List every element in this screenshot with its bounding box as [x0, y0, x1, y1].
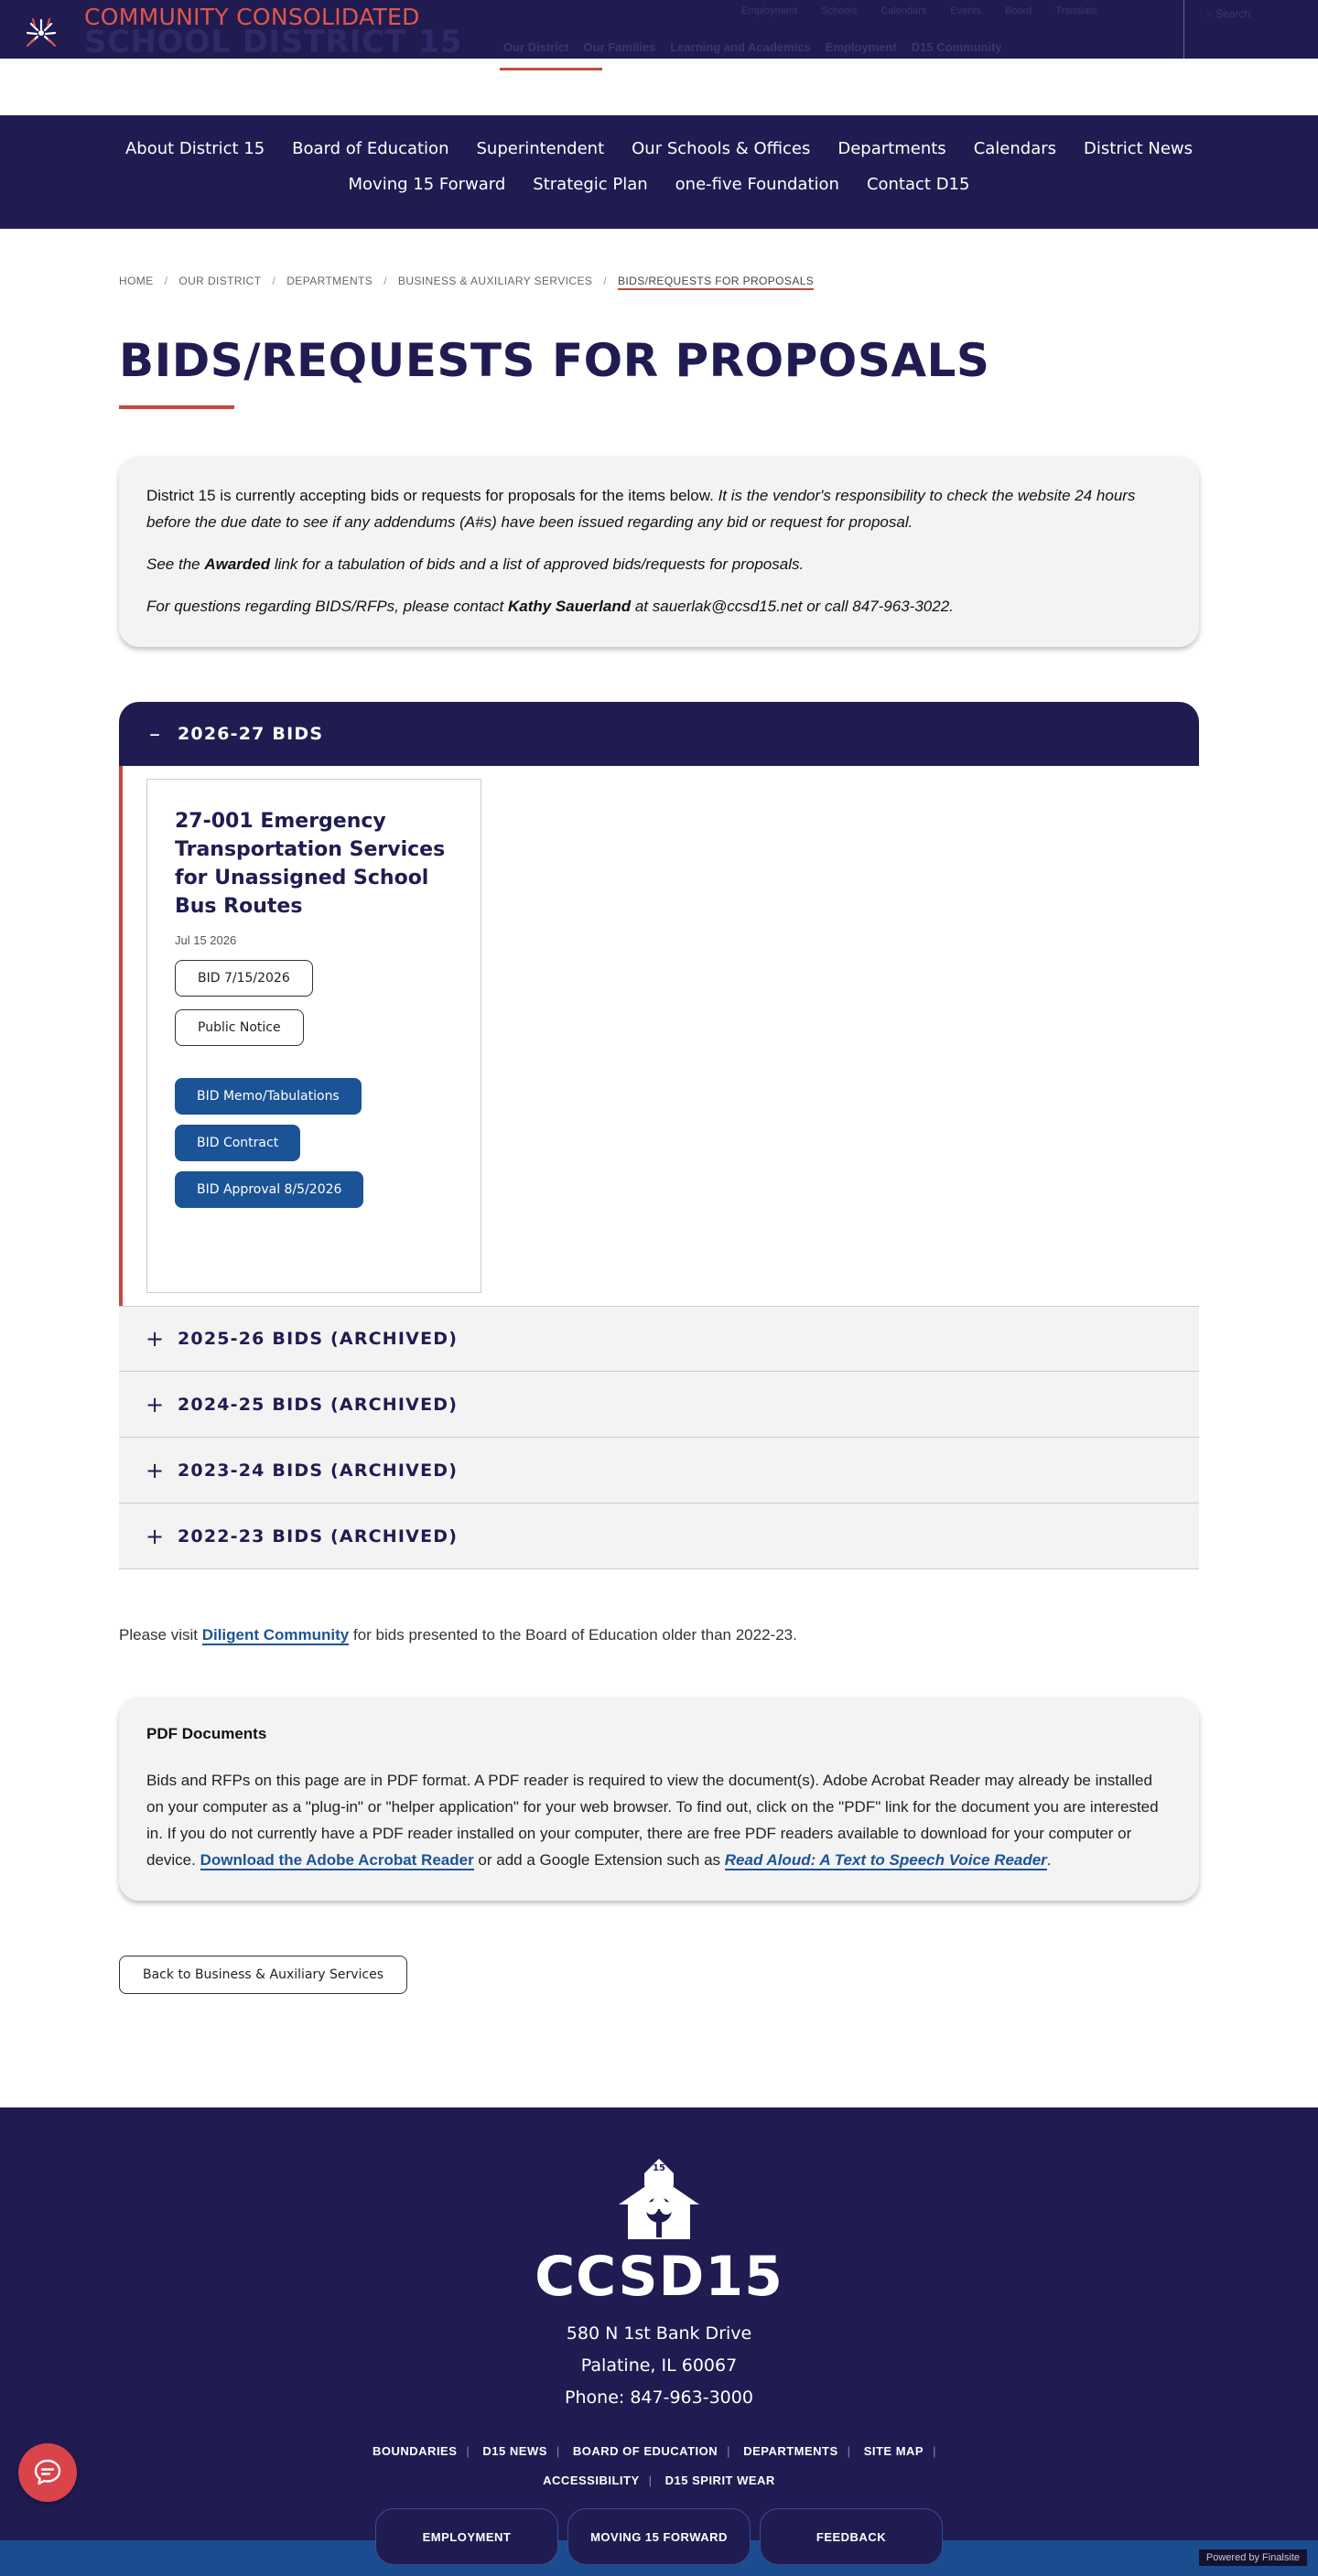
feedback-button[interactable]: FEEDBACK: [760, 2508, 943, 2565]
expand-icon: +: [145, 1457, 165, 1483]
main-nav-item[interactable]: Learning and Academics: [670, 40, 811, 54]
search-icon: ⌕: [1206, 7, 1216, 20]
footer-link[interactable]: DEPARTMENTS: [743, 2444, 838, 2458]
main-nav-item[interactable]: Our District: [503, 40, 569, 54]
title-underline: [119, 405, 234, 409]
pdf-text: or add a Google Extension such as: [473, 1851, 725, 1869]
footer-separator: |: [933, 2444, 936, 2458]
footer-link[interactable]: SITE MAP: [863, 2444, 924, 2458]
section-nav-item[interactable]: Superintendent: [476, 139, 605, 158]
breadcrumb-separator: /: [384, 275, 387, 287]
section-nav-item[interactable]: Departments: [837, 139, 946, 158]
breadcrumb-separator: /: [164, 275, 168, 287]
section-nav-item[interactable]: Our Schools & Offices: [632, 139, 811, 158]
section-nav-item[interactable]: Contact D15: [866, 175, 970, 194]
section-nav-item[interactable]: Strategic Plan: [533, 175, 648, 194]
main-nav-item[interactable]: D15 Community: [911, 40, 1002, 54]
footer-links-row: [0, 2437, 1318, 2466]
section-nav-item[interactable]: District News: [1084, 139, 1194, 158]
main-nav-item[interactable]: Employment: [825, 40, 897, 54]
intro-text: District 15 is currently accepting bids or requests for proposals for the items below.: [146, 487, 718, 504]
pdf-heading: PDF Documents: [146, 1725, 267, 1742]
chat-button[interactable]: [18, 2443, 77, 2502]
phone: Phone: 847-963-3000: [565, 2387, 753, 2408]
footer-pill-nav: [375, 2508, 943, 2565]
search-button[interactable]: [1206, 7, 1250, 21]
section-nav-item[interactable]: Board of Education: [292, 139, 449, 158]
section-nav-row: [110, 175, 1208, 194]
adobe-reader-link[interactable]: Download the Adobe Acrobat Reader: [200, 1851, 474, 1869]
diligent-community-link[interactable]: Diligent Community: [201, 1626, 350, 1644]
contact-name: Kathy Sauerland: [507, 598, 632, 615]
section-nav-item[interactable]: About District 15: [124, 139, 265, 158]
powered-by-badge[interactable]: Powered by Finalsite: [1199, 2549, 1307, 2566]
accordion-header-closed[interactable]: [119, 1438, 1199, 1504]
accordion-header-open[interactable]: [119, 702, 1199, 766]
footer-separator: |: [556, 2444, 560, 2458]
footer-separator: |: [727, 2444, 731, 2458]
intro-paragraph: [146, 551, 1172, 577]
bid-document-button[interactable]: BID 7/15/2026: [175, 960, 313, 997]
bid-contract-button[interactable]: BID Contract: [175, 1125, 300, 1161]
accordion-title: 2026-27 BIDS: [178, 724, 324, 744]
accordion-title: 2024-25 BIDS (ARCHIVED): [178, 1394, 459, 1415]
address-line: Palatine, IL 60067: [580, 2355, 738, 2376]
intro-italic: It is the vendor's responsibility to check the website 24 hours before the due date to see if any addendums (A#s) have been issued regarding any bid or request for proposal.: [146, 487, 1136, 531]
accordion-panel: [119, 766, 1199, 1306]
collapse-icon: –: [149, 721, 160, 747]
main-content: [119, 229, 1199, 1994]
public-notice-button[interactable]: Public Notice: [175, 1009, 304, 1046]
intro-text: at sauerlak@ccsd15.net or call 847-963-3022.: [631, 598, 954, 615]
main-nav: [503, 40, 1002, 54]
footer-links: [0, 2437, 1318, 2495]
intro-text: For questions regarding BIDS/RFPs, please contact: [146, 598, 508, 615]
bid-card: [146, 779, 481, 1293]
footer-link[interactable]: BOUNDARIES: [373, 2444, 458, 2458]
button-row: [175, 1115, 453, 1161]
footer-link[interactable]: BOARD OF EDUCATION: [572, 2444, 718, 2458]
pdf-text: Bids and RFPs on this page are in PDF format. A PDF reader is required to view the document(s). Adobe Acrobat Reader may already be installed on your computer as a "plug-in" or "helper application" for your web browser. To find out, click on the "PDF" link for the document you are interested in. If you do not currently have a PDF reader installed on your computer, there are free PDF readers available to download for your computer or device.: [146, 1772, 1159, 1869]
expand-icon: +: [145, 1523, 165, 1549]
section-nav-item[interactable]: Calendars: [973, 139, 1057, 158]
intro-paragraph: [146, 593, 1172, 620]
pdf-paragraph: [146, 1767, 1172, 1873]
utility-link[interactable]: Board: [1005, 5, 1032, 16]
breadcrumb-link[interactable]: OUR DISTRICT: [178, 275, 262, 287]
footer-address: [0, 2318, 1318, 2414]
moving-15-forward-button[interactable]: MOVING 15 FORWARD: [567, 2508, 751, 2565]
employment-button[interactable]: EMPLOYMENT: [375, 2508, 558, 2565]
button-row: [175, 1068, 453, 1115]
accordion-header-closed[interactable]: [119, 1306, 1199, 1372]
brand-line-1[interactable]: COMMUNITY CONSOLIDATED: [84, 4, 420, 30]
footer-link[interactable]: D15 NEWS: [482, 2444, 547, 2458]
utility-link[interactable]: Schools: [821, 5, 858, 16]
button-row: [175, 997, 453, 1046]
read-aloud-link[interactable]: Read Aloud: A Text to Speech Voice Reader: [724, 1851, 1047, 1869]
bids-accordion: [119, 702, 1199, 1569]
main-nav-item[interactable]: Our Families: [583, 40, 656, 54]
utility-link[interactable]: Calendars: [880, 5, 927, 16]
bid-date: Jul 15 2026: [175, 933, 237, 947]
utility-nav: [741, 5, 1097, 16]
breadcrumb-separator: /: [272, 275, 276, 287]
search-label: Search: [1215, 7, 1251, 20]
accordion-header-closed[interactable]: [119, 1504, 1199, 1569]
bid-memo-button[interactable]: BID Memo/Tabulations: [175, 1078, 362, 1115]
visit-note: [119, 1626, 1199, 1644]
utility-link[interactable]: Employment: [741, 5, 798, 16]
pdf-text: .: [1046, 1851, 1052, 1869]
accordion-title: 2022-23 BIDS (ARCHIVED): [178, 1525, 459, 1547]
utility-link[interactable]: Events: [950, 5, 982, 16]
header-spacer: [0, 59, 1318, 115]
intro-text: link for a tabulation of bids and a list of approved bids/requests for proposals.: [270, 555, 805, 573]
footer-logo-text[interactable]: CCSD15: [535, 2245, 783, 2309]
spacer: [175, 1046, 453, 1068]
bid-approval-button[interactable]: BID Approval 8/5/2026: [175, 1171, 363, 1208]
footer-links-row: [0, 2466, 1318, 2495]
breadcrumb-current: BIDS/REQUESTS FOR PROPOSALS: [618, 275, 814, 290]
button-row: [175, 947, 453, 997]
header-divider: [1183, 0, 1184, 59]
schoolhouse-tree-icon[interactable]: [617, 2157, 701, 2241]
intro-bold: Awarded: [204, 555, 271, 573]
section-nav-item[interactable]: Moving 15 Forward: [348, 175, 506, 194]
active-nav-indicator: [500, 68, 602, 70]
intro-paragraph: [146, 482, 1172, 535]
expand-icon: +: [145, 1391, 165, 1417]
accordion-title: 2023-24 BIDS (ARCHIVED): [178, 1460, 459, 1481]
sticky-header: [0, 0, 1318, 59]
intro-card: [119, 457, 1199, 647]
footer-link[interactable]: D15 SPIRIT WEAR: [664, 2474, 775, 2487]
breadcrumb: [119, 275, 1199, 290]
visit-text: Please visit: [119, 1626, 202, 1644]
breadcrumb-link[interactable]: DEPARTMENTS: [286, 275, 373, 287]
section-nav: [0, 115, 1318, 229]
breadcrumb-link[interactable]: BUSINESS & AUXILIARY SERVICES: [397, 275, 593, 287]
button-row: [175, 1161, 453, 1208]
visit-text: for bids presented to the Board of Education older than 2022-23.: [349, 1626, 797, 1644]
site-footer: [0, 2107, 1318, 2576]
expand-icon: +: [145, 1326, 165, 1352]
footer-link[interactable]: ACCESSIBILITY: [543, 2474, 640, 2487]
page-title: BIDS/REQUESTS FOR PROPOSALS: [119, 334, 990, 387]
intro-text: See the: [146, 555, 205, 573]
pdf-info-card: [119, 1698, 1199, 1901]
bid-title: 27-001 Emergency Transportation Services for Unassigned School Bus Routes: [175, 810, 446, 918]
breadcrumb-separator: /: [603, 275, 608, 287]
address-line: 580 N 1st Bank Drive: [566, 2323, 752, 2344]
chat-bubble-icon: [32, 2457, 63, 2488]
brand-line-2[interactable]: SCHOOL DISTRICT 15: [84, 24, 462, 59]
utility-link[interactable]: Translate: [1055, 5, 1097, 16]
district-logo-icon[interactable]: [18, 13, 64, 49]
accordion-header-closed[interactable]: [119, 1372, 1199, 1438]
breadcrumb-link[interactable]: HOME: [119, 275, 154, 287]
section-nav-item[interactable]: one-five Foundation: [675, 175, 839, 194]
logo-number: 15: [653, 2163, 665, 2173]
footer-separator: |: [847, 2444, 851, 2458]
footer-separator: |: [648, 2474, 653, 2487]
accordion-title: 2025-26 BIDS (ARCHIVED): [178, 1329, 459, 1349]
back-button[interactable]: Back to Business & Auxiliary Services: [119, 1956, 407, 1994]
footer-separator: |: [466, 2444, 470, 2458]
